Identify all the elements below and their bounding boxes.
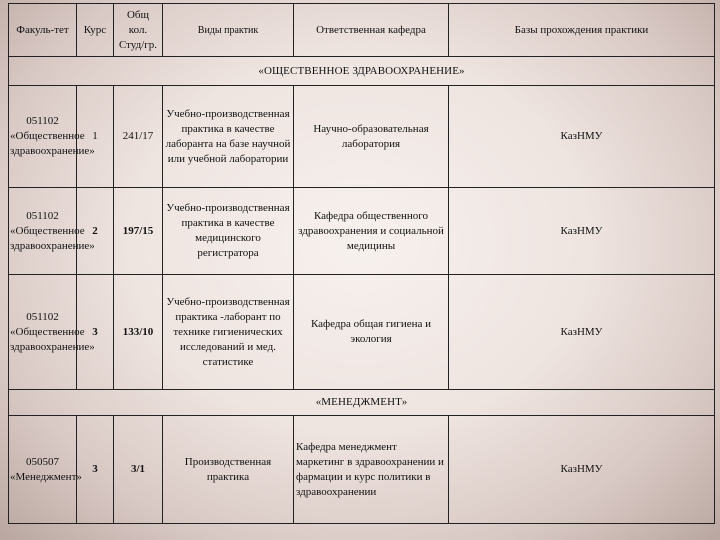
course-cell: 3 <box>77 275 114 390</box>
base-cell: КазНМУ <box>449 275 715 390</box>
practice-cell: Учебно-производственная практика в качестве медицинского регистратора <box>163 188 294 275</box>
practice-cell: Учебно-производственная практика -лаборант по технике гигиенических исследований и мед. статистике <box>163 275 294 390</box>
table-row <box>9 86 715 188</box>
volume-cell: 241/17 <box>114 86 163 188</box>
volume-cell: 133/10 <box>114 275 163 390</box>
faculty-cell: 051102 «Общественное здравоохранение» <box>9 275 77 390</box>
table-row <box>9 416 715 524</box>
section-title-row <box>9 390 715 416</box>
practice-cell: Производственная практика <box>163 416 294 524</box>
department-cell: Кафедра общественного здравоохранения и социальной медицины <box>294 188 449 275</box>
practice-table <box>8 3 715 524</box>
department-cell: Научно-образовательная лаборатория <box>294 86 449 188</box>
header-volume <box>114 4 163 57</box>
course-cell: 2 <box>77 188 114 275</box>
header-volume-line1: Общ <box>126 8 149 21</box>
course-cell: 1 <box>77 86 114 188</box>
header-row <box>9 4 715 57</box>
volume-cell: 3/1 <box>114 416 163 524</box>
course-cell: 3 <box>77 416 114 524</box>
section-title: «ОЩЕСТВЕННОЕ ЗДРАВООХРАНЕНИЕ» <box>9 57 715 86</box>
header-volume-line3: Студ/гр. <box>118 38 158 51</box>
faculty-cell: 051102 «Общественное здравоохранение» <box>9 86 77 188</box>
header-bases: Базы прохождения практики <box>449 4 715 57</box>
base-cell: КазНМУ <box>449 188 715 275</box>
section-title: «МЕНЕДЖМЕНТ» <box>9 390 715 416</box>
base-cell: КазНМУ <box>449 416 715 524</box>
table-row <box>9 188 715 275</box>
faculty-cell: 050507 «Менеджмент» <box>9 416 77 524</box>
department-cell: Кафедра общая гигиена и экология <box>294 275 449 390</box>
practice-cell: Учебно-производственная практика в качестве лаборанта на базе научной или учебной лаборатории <box>163 86 294 188</box>
faculty-cell: 051102 «Общественное здравоохранение» <box>9 188 77 275</box>
section-title-row <box>9 57 715 86</box>
header-department: Ответственная кафедра <box>294 4 449 57</box>
volume-cell: 197/15 <box>114 188 163 275</box>
table-row <box>9 275 715 390</box>
base-cell: КазНМУ <box>449 86 715 188</box>
header-faculty: Факуль-тет <box>9 4 77 57</box>
header-course: Курс <box>77 4 114 57</box>
header-volume-line2: кол. <box>128 23 148 36</box>
department-cell: Кафедра менеджмент маркетинг в здравоохранении и фармации и курс политики в здравоохранении <box>294 416 449 524</box>
header-practice-types: Виды практик <box>163 4 294 57</box>
